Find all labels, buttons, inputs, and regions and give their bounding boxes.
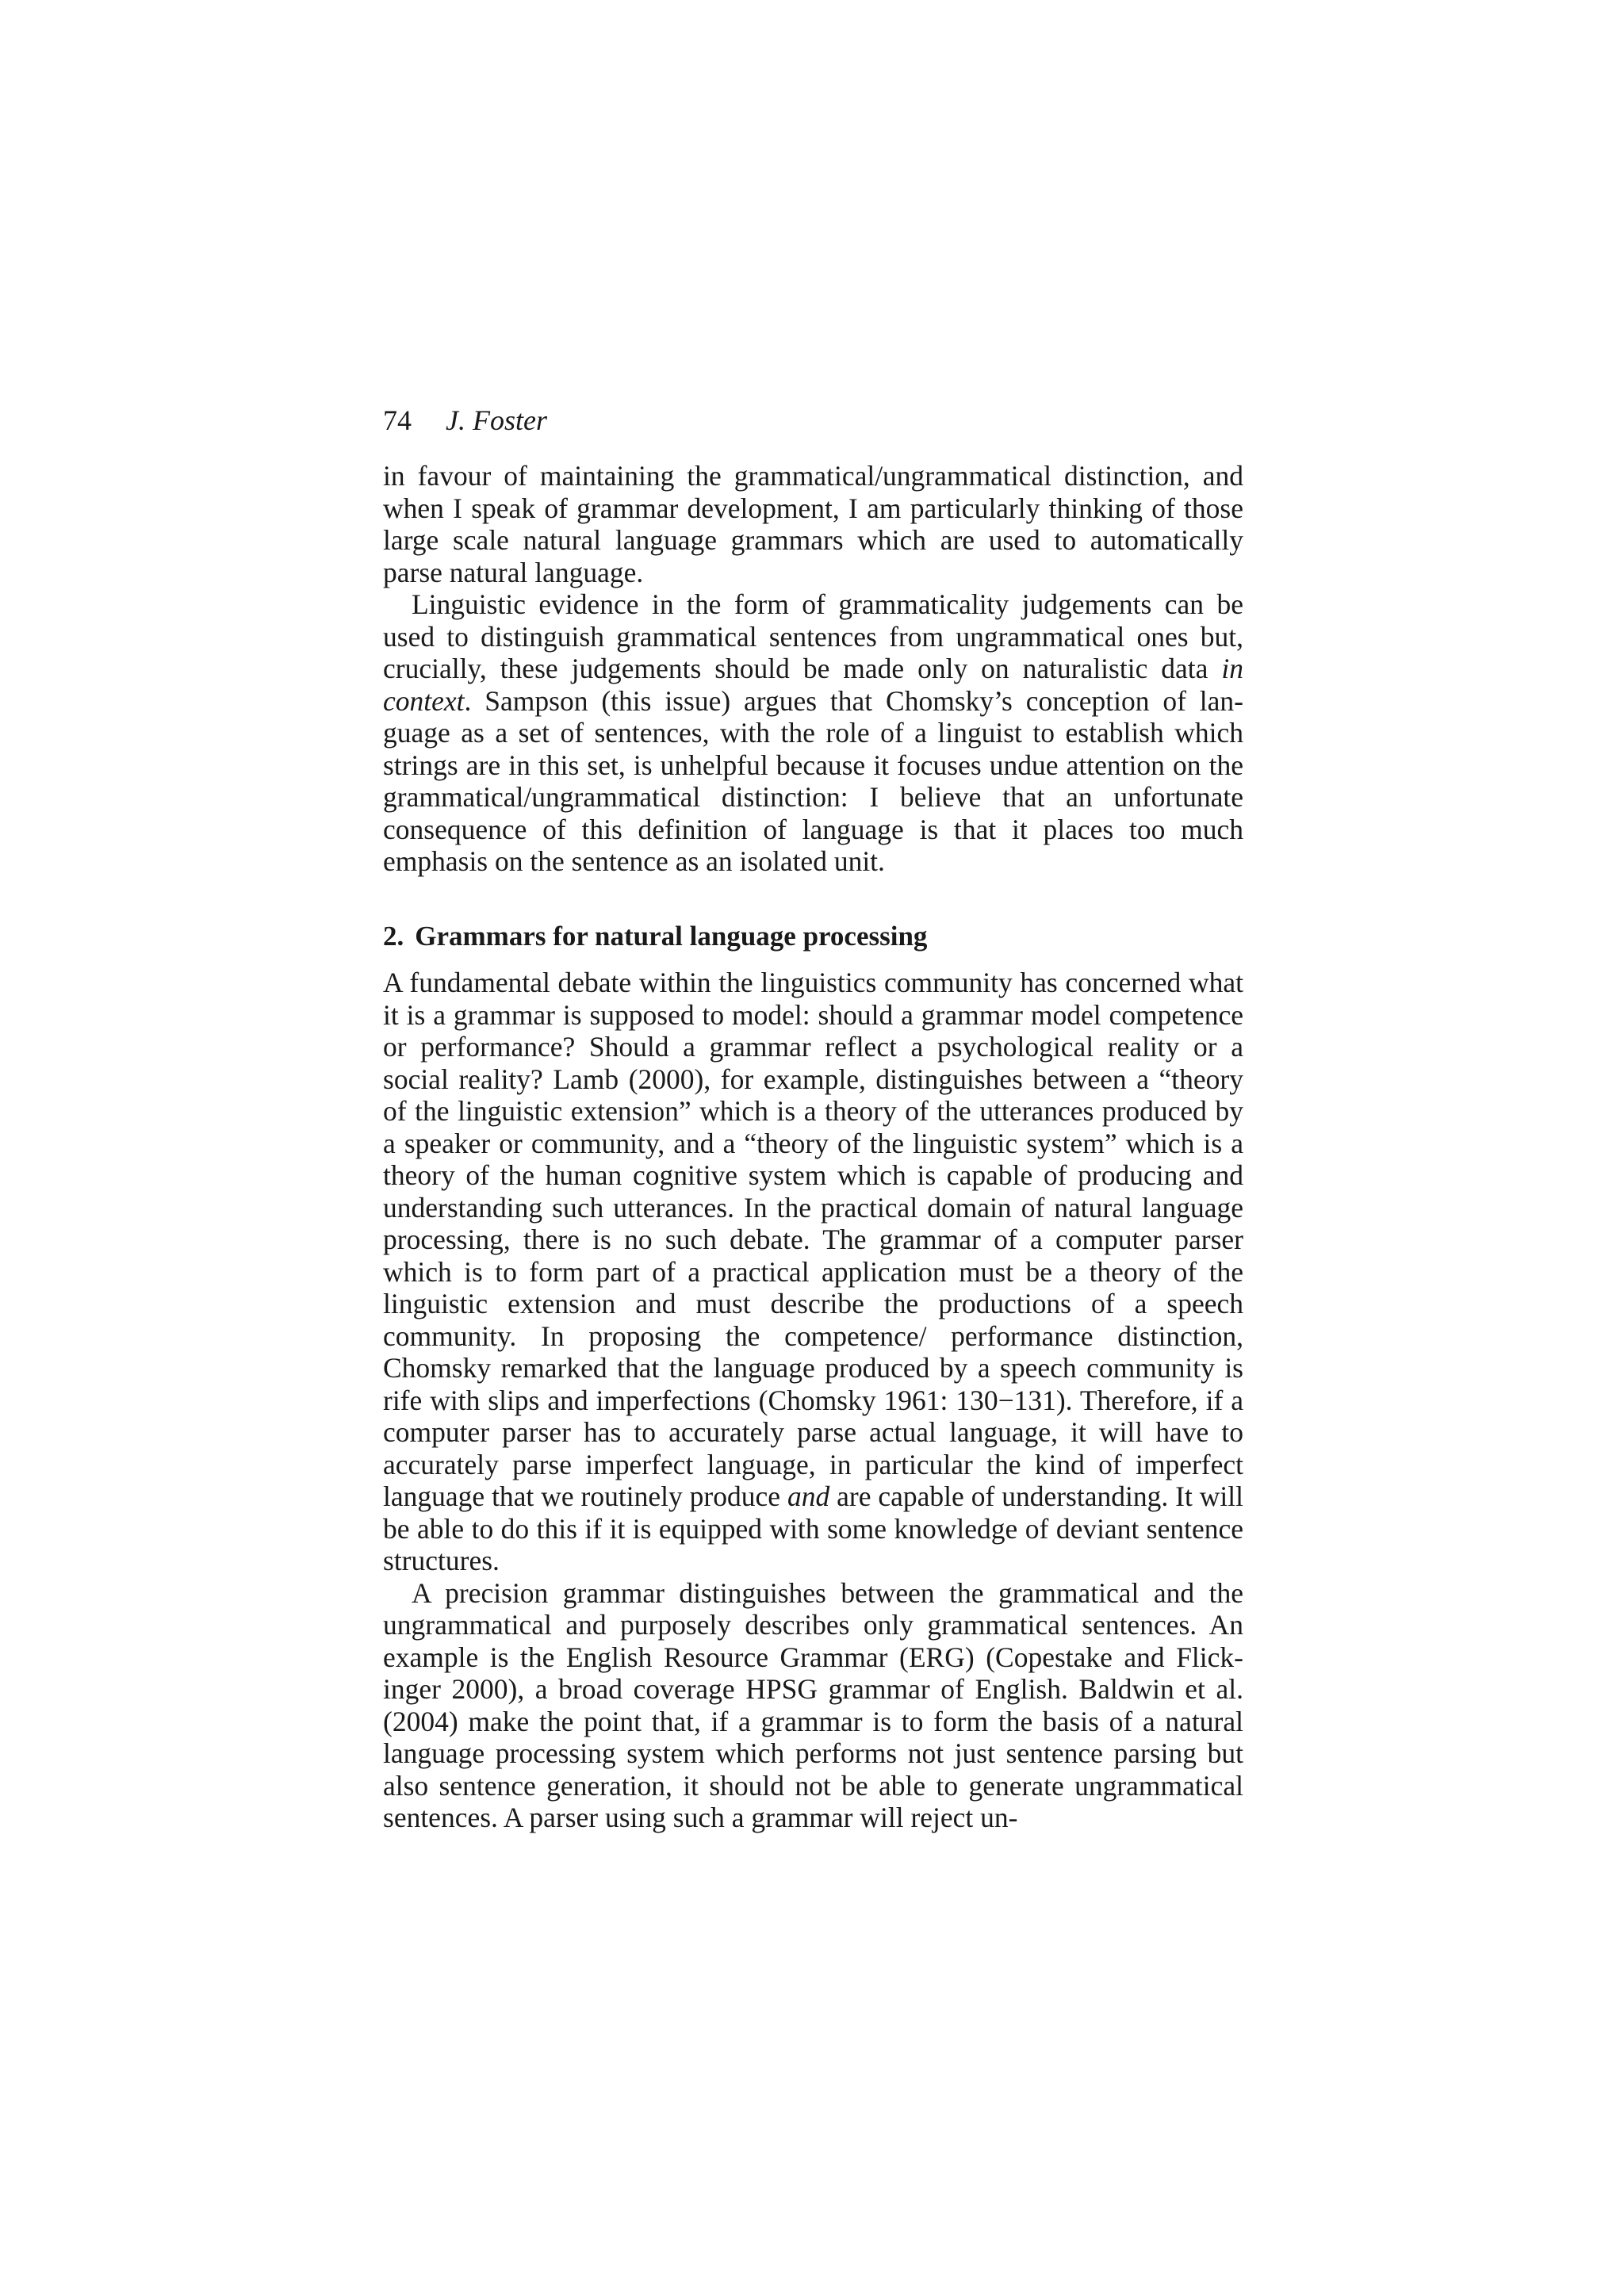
paragraph [383,967,1243,1577]
text-run: A precision grammar distinguishes between the grammatical and the ungrammatical and purposely describes only grammatical sentences. An example is the English Resource Grammar (ERG) (Copestake and Flickinger 2000), a broad coverage HPSG grammar of English. Baldwin et al. (2004) make the point that, if a grammar is to form the basis of a natural language processing system which performs not just sentence parsing but also sentence generation, it should not be able to generate ungrammatical sentences. A parser using such a grammar will reject un- [383,1576,1243,1833]
paragraph [383,460,1243,588]
italic-text: in context [383,653,1243,717]
text-run: A fundamental debate within the linguistics community has concerned what it is a grammar is supposed to model: should a grammar model competence or performance? Should a grammar reflect a psychological reality or a social reality? Lamb (2000), for example, distinguishes between a “theory of the linguistic extension” which is a theory of the utterances produced by a speaker or community, and a “theory of the linguistic system” which is a theory of the human cognitive system which is capable of producing and understanding such utterances. In the practical domain of natural language processing, there is no such debate. The grammar of a computer parser which is to form part of a practical application must be a theory of the linguistic extension and must describe the productions of a speech community. In proposing the competence/ performance distinction, Chomsky remarked that the language produced by a speech community is rife with slips and imperfections (Chomsky 1961: 130−131). Therefore, if a computer parser has to accurately parse actual language, it will have to accurately parse imperfect language, in particular the kind of imperfect language that we routinely produce [383,967,1243,1512]
section-number: 2. [383,920,404,952]
page-number: 74 [383,404,412,436]
text-run: are capable of understanding. It will be able to do this if it is equipped with some knowledge of deviant sentence structures. [383,1480,1243,1576]
body-text-before-section [383,460,1243,878]
paragraph [383,588,1243,878]
italic-text: and [787,1480,830,1512]
section-title: Grammars for natural language processing [415,920,928,952]
running-head [383,396,1243,444]
running-head-author: J. Foster [446,404,547,436]
section-heading [383,921,1243,953]
body-text-after-section [383,967,1243,1834]
paragraph [383,1577,1243,1834]
page-content [383,396,1243,1834]
text-run: in favour of maintaining the grammatical/ungrammatical distinction, and when I speak of grammar development, I am particularly thinking of those large scale natural language grammars which are used to automatically parse natural language. [383,460,1243,588]
text-run: . Sampson (this issue) argues that Chomsky’s conception of language as a set of sentences, with the role of a linguist to establish which strings are in this set, is unhelpful because it focuses undue attention on the grammatical/ungrammatical distinction: I believe that an unfortunate consequence of this definition of language is that it places too much emphasis on the sentence as an isolated unit. [383,684,1243,877]
text-run: Linguistic evidence in the form of grammaticality judgements can be used to distinguish grammatical sentences from ungrammatical ones but, crucially, these judgements should be made only on naturalistic data [383,588,1243,684]
